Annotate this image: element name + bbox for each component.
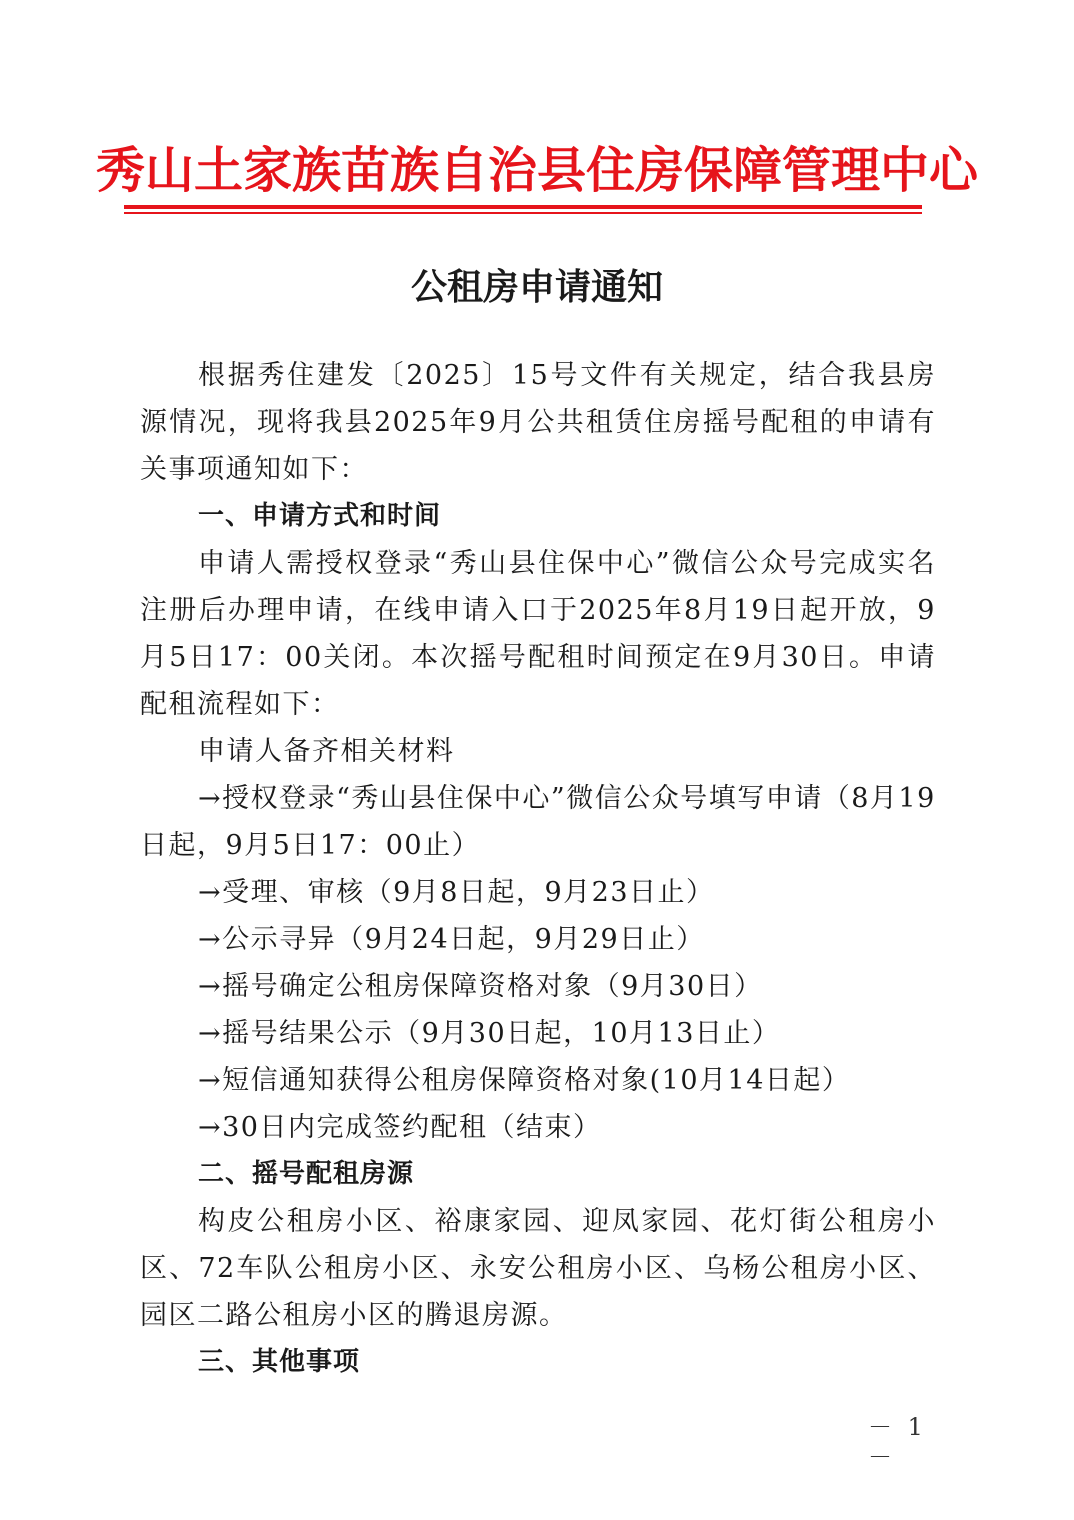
document-title: 公租房申请通知 — [410, 266, 663, 308]
page-number: － 1 － — [868, 1413, 927, 1471]
letterhead-rule-thin — [124, 212, 922, 214]
process-step: →公示寻异（9月24日起，9月29日止） — [198, 924, 705, 955]
section-2-heading: 二、摇号配租房源 — [198, 1159, 415, 1189]
section-1-heading: 一、申请方式和时间 — [198, 501, 442, 531]
process-step: →摇号结果公示（9月30日起，10月13日止） — [198, 1018, 781, 1049]
process-step: →受理、审核（9月8日起，9月23日止） — [198, 877, 715, 908]
section-1-paragraph: 申请人需授权登录“秀山县住保中心”微信公众号完成实名注册后办理申请，在线申请入口于2025年8月19日起开放，9月5日17：00关闭。本次摇号配租时间预定在9月30日。申请配租流程如下： — [140, 548, 936, 720]
process-step: →30日内完成签约配租（结束） — [198, 1112, 602, 1143]
section-2-paragraph: 构皮公租房小区、裕康家园、迎凤家园、花灯街公租房小区、72车队公租房小区、永安公租房小区、乌杨公租房小区、园区二路公租房小区的腾退房源。 — [140, 1206, 936, 1331]
letterhead-rule-thick — [124, 205, 922, 209]
intro-paragraph: 根据秀住建发〔2025〕15号文件有关规定，结合我县房源情况，现将我县2025年9月公共租赁住房摇号配租的申请有关事项通知如下： — [140, 360, 936, 485]
document-body — [140, 352, 936, 1386]
letterhead-org-name: 秀山土家族苗族自治县住房保障管理中心 — [95, 141, 978, 199]
process-step: 申请人备齐相关材料 — [198, 736, 455, 767]
section-3-heading: 三、其他事项 — [198, 1347, 361, 1377]
process-step: →授权登录“秀山县住保中心”微信公众号填写申请（8月19日起，9月5日17：00止） — [140, 783, 936, 861]
process-step: →短信通知获得公租房保障资格对象(10月14日起） — [198, 1065, 851, 1096]
process-step: →摇号确定公租房保障资格对象（9月30日） — [198, 971, 763, 1002]
